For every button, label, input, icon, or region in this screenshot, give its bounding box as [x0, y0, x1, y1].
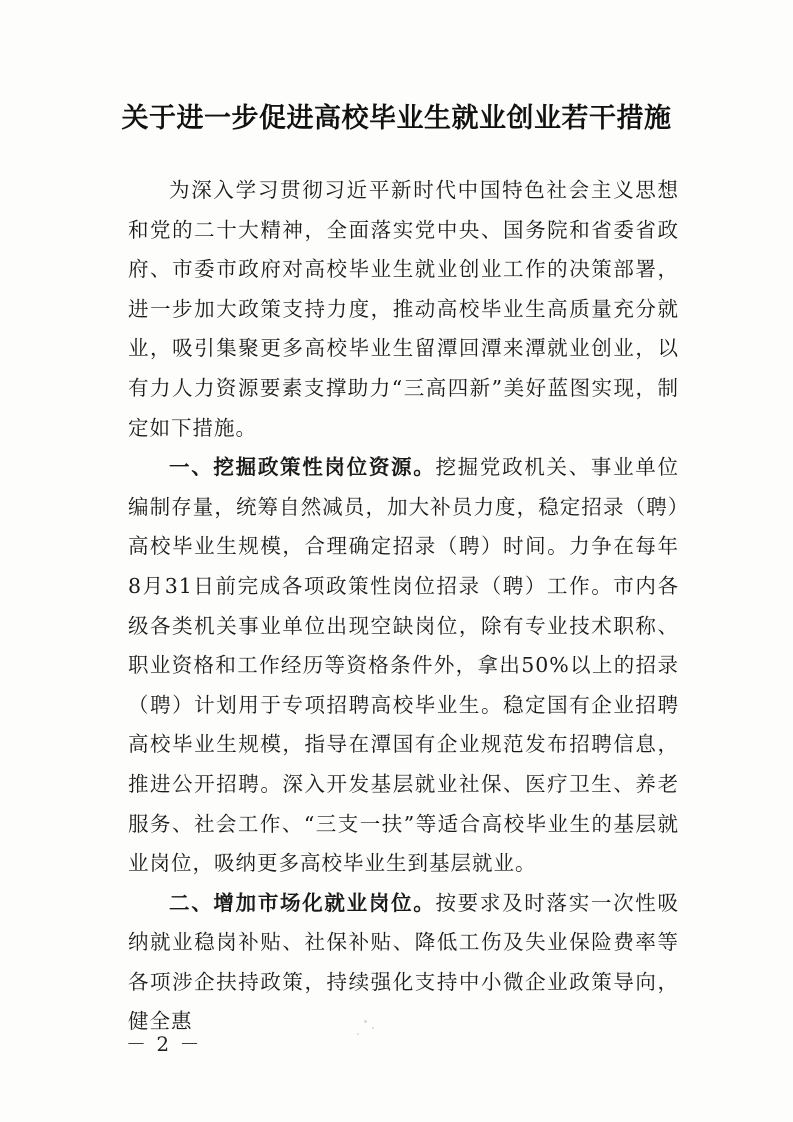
- intro-paragraph: 为深入学习贯彻习近平新时代中国特色社会主义思想和党的二十大精神，全面落实党中央、国务院和省委省政府、市委市政府对高校毕业生就业创业工作的决策部署，进一步加大政策支持力度，推动高校毕业生高质量充分就业，吸引集聚更多高校毕业生留潭回潭来潭就业创业，以有力人力资源要素支撑助力“三高四新”美好蓝图实现，制定如下措施。: [128, 178, 679, 440]
- scan-speck: [357, 1033, 359, 1035]
- document-body: [128, 171, 679, 1042]
- section-text-1: 挖掘党政机关、事业单位编制存量，统筹自然减员，加大补员力度，稳定招录（聘）高校毕业生规模，合理确定招录（聘）时间。力争在每年8月31日前完成各项政策性岗位招录（聘）工作。市内各级各类机关事业单位出现空缺岗位，除有专业技术职称、职业资格和工作经历等资格条件外，拿出50%以上的招录（聘）计划用于专项招聘高校毕业生。稳定国有企业招聘高校毕业生规模，指导在潭国有企业规范发布招聘信息，推进公开招聘。深入开发基层就业社保、医疗卫生、养老服务、社会工作、“三支一扶”等适合高校毕业生的基层就业岗位，吸纳更多高校毕业生到基层就业。: [128, 455, 680, 876]
- section-paragraph-1: [128, 448, 679, 884]
- document-title: 关于进一步促进高校毕业生就业创业若干措施: [121, 103, 672, 134]
- section-heading-1: 一、挖掘政策性岗位资源。: [169, 455, 436, 480]
- scan-speck: [372, 1027, 374, 1029]
- section-text-2: 按要求及时落实一次性吸纳就业稳岗补贴、社保补贴、降低工伤及失业保险费率等各项涉企扶持政策，持续强化支持中小微企业政策导向，健全惠: [128, 890, 680, 1034]
- section-heading-2: 二、增加市场化就业岗位。: [169, 890, 436, 915]
- section-paragraph-2: [128, 884, 679, 1042]
- scan-speck: [364, 1020, 367, 1023]
- page-number: － 2 －: [126, 1032, 202, 1056]
